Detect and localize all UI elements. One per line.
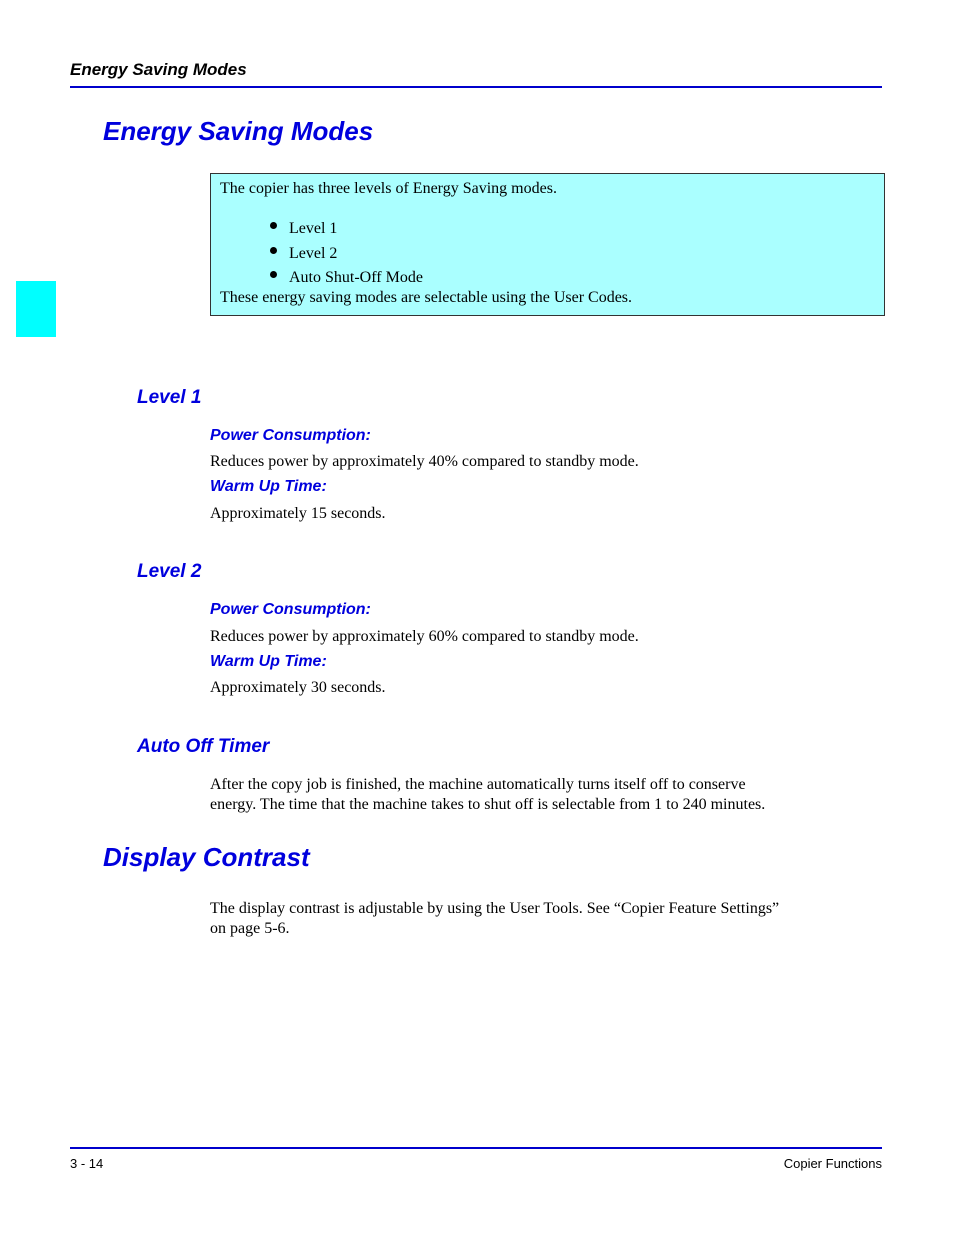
power-consumption-label: Power Consumption: — [210, 601, 371, 618]
warm-up-label: Warm Up Time: — [210, 478, 327, 495]
header-rule — [70, 86, 882, 88]
subsection-title-auto-off-timer: Auto Off Timer — [137, 736, 270, 757]
page-number: 3 - 14 — [70, 1156, 104, 1171]
list-item: Level 2 — [269, 242, 423, 267]
chapter-tab — [16, 281, 56, 337]
footer-rule — [70, 1147, 882, 1149]
bullet-icon — [270, 271, 277, 278]
warm-up-text: Approximately 30 seconds. — [210, 679, 386, 696]
warm-up-label: Warm Up Time: — [210, 653, 327, 670]
display-contrast-text-line: on page 5-6. — [210, 920, 290, 937]
note-intro: The copier has three levels of Energy Saving modes. — [220, 180, 557, 197]
list-item: Level 1 — [269, 217, 423, 242]
auto-off-text-line: After the copy job is finished, the machine automatically turns itself off to conserve — [210, 776, 746, 793]
display-contrast-text — [210, 899, 850, 939]
power-consumption-text: Reduces power by approximately 40% compared to standby mode. — [210, 453, 639, 470]
section-title-display-contrast: Display Contrast — [103, 842, 310, 872]
power-consumption-label: Power Consumption: — [210, 427, 371, 444]
list-item: Auto Shut-Off Mode — [269, 266, 423, 291]
note-box — [210, 173, 885, 316]
power-consumption-text: Reduces power by approximately 60% compared to standby mode. — [210, 628, 639, 645]
subsection-title-level-1: Level 1 — [137, 387, 202, 408]
bullet-icon — [270, 247, 277, 254]
energy-mode-list — [269, 217, 423, 291]
bullet-icon — [270, 222, 277, 229]
section-title-energy-saving: Energy Saving Modes — [103, 116, 374, 146]
chapter-title: Copier Functions — [783, 1156, 882, 1171]
auto-off-text — [210, 775, 850, 815]
subsection-title-level-2: Level 2 — [137, 561, 202, 582]
display-contrast-text-line: The display contrast is adjustable by using the User Tools. See “Copier Feature Settings” — [210, 900, 780, 917]
auto-off-text-line: energy. The time that the machine takes to shut off is selectable from 1 to 240 minutes. — [210, 796, 766, 813]
note-outro: These energy saving modes are selectable using the User Codes. — [220, 289, 633, 306]
running-header: Energy Saving Modes — [70, 60, 247, 79]
warm-up-text: Approximately 15 seconds. — [210, 505, 386, 522]
